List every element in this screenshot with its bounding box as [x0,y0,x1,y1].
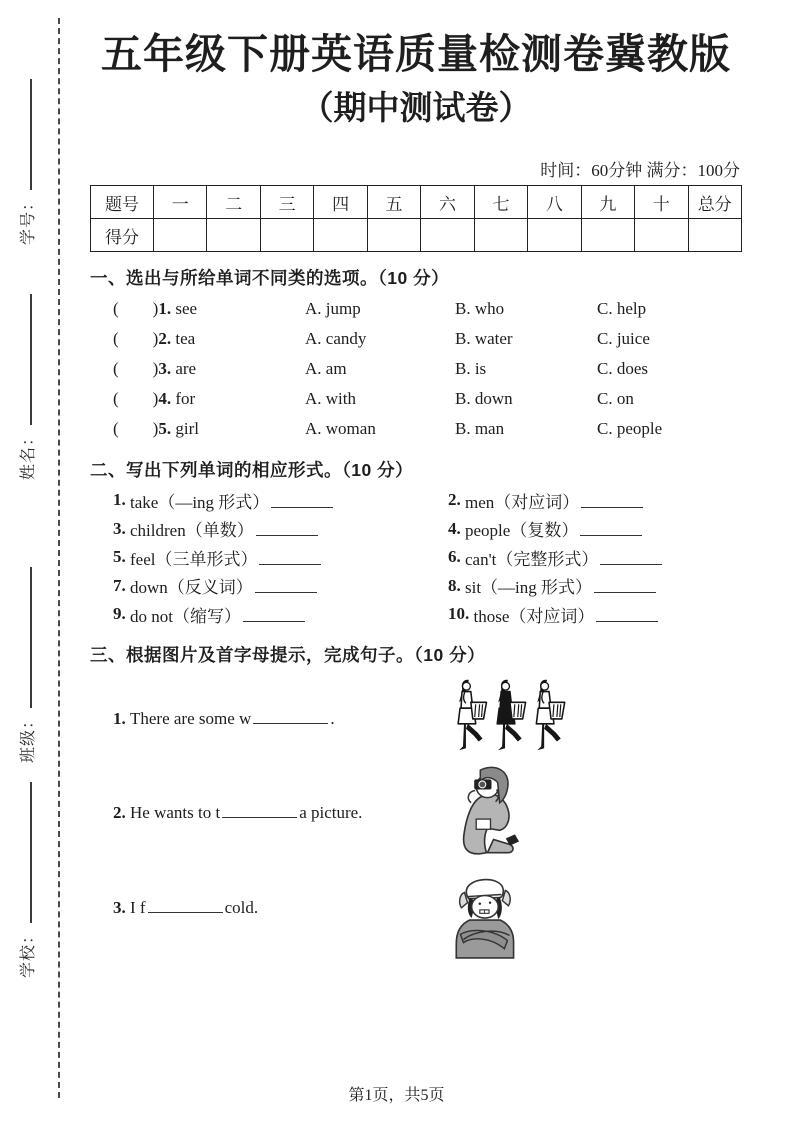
item-number: 3. [113,897,126,917]
question-number: 4. [158,389,172,408]
student-number-label: 学号： [19,193,37,245]
option-c: C. juice [597,329,650,348]
score-table-header-cell: 十 [635,186,688,219]
score-cell [421,219,474,252]
score-table-header-cell: 三 [260,186,313,219]
answer-blank [255,578,317,593]
question-row [90,354,742,384]
score-table-score-row [91,219,742,252]
sentence-before: He wants to t [130,802,221,822]
answer-paren-open: ( [113,419,119,438]
item-number: 4. [448,518,461,538]
sentence-after: a picture. [299,802,363,822]
answer-blank [256,521,318,536]
option-c: C. on [597,389,634,408]
score-cell [635,219,688,252]
kid-taking-picture-illustration [452,763,530,867]
question-number: 1. [158,299,172,318]
sentence-text [113,898,258,918]
item-number: 6. [448,547,461,567]
section-2-title: 二、写出下列单词的相应形式。（10 分） [90,460,414,480]
answer-paren-close: ) [152,299,159,318]
class-label: 班级： [19,711,37,763]
sentence-text [113,709,335,729]
answer-blank [600,550,662,565]
item-text: can't（完整形式） [465,549,599,569]
score-table-header-cell: 六 [421,186,474,219]
item-text: do not（缩写） [130,606,241,626]
item-number: 3. [113,518,126,538]
score-table-header-cell: 一 [154,186,207,219]
sentence-before: I f [130,897,146,917]
school-field [15,778,37,978]
question-stem [113,329,305,349]
question-word: see [175,299,198,318]
score-table-header-cell: 二 [207,186,260,219]
item-text: children（单数） [130,521,254,541]
score-table-header-cell: 五 [367,186,420,219]
answer-paren-open: ( [113,389,119,408]
score-table-header-cell: 九 [581,186,634,219]
answer-blank [596,607,658,622]
word-form-item [113,543,448,572]
option-b: B. man [455,419,505,438]
sentence-item [90,671,742,763]
score-table-header-row [91,186,742,219]
score-cell [207,219,260,252]
question-row [90,324,742,354]
item-number: 1. [113,490,126,510]
item-number: 7. [113,575,126,595]
page-subtitle: （期中测试卷） [300,91,532,127]
option-b: B. down [455,389,513,408]
class-field [15,563,37,763]
option-b: B. water [455,329,513,348]
question-stem [113,389,305,409]
score-table-header-cell: 题号 [91,186,154,219]
item-text: men（对应词） [465,492,580,512]
kid-feeling-cold-illustration [448,872,528,960]
option-c: C. people [597,419,663,438]
score-cell [474,219,527,252]
score-table-header-cell: 七 [474,186,527,219]
page-footer: 第1页，共5页 [348,1087,445,1104]
score-cell [367,219,420,252]
question-row [90,384,742,414]
question-number: 5. [158,419,172,438]
score-table-header-cell: 四 [314,186,367,219]
item-text: down（反义词） [130,578,253,598]
score-cell [581,219,634,252]
sentence-before: There are some w [130,708,252,728]
answer-blank [271,493,333,508]
page-title: 五年级下册英语质量检测卷冀教版 [101,31,731,77]
item-text: people（复数） [465,521,579,541]
item-number: 5. [113,547,126,567]
exam-content [90,0,742,963]
word-form-item [113,486,448,515]
answer-blank [222,803,297,818]
exam-meta: 时间：60分钟 满分：100分 [540,161,740,180]
school-label: 学校： [19,926,37,978]
question-stem [113,419,305,439]
option-a: A. with [305,389,356,408]
question-word: tea [175,329,196,348]
answer-paren-close: ) [152,389,159,408]
seal-dashed-line [58,18,60,1098]
score-table-header-cell: 总分 [688,186,741,219]
item-number: 9. [113,604,126,624]
answer-blank [580,521,642,536]
item-number: 8. [448,575,461,595]
answer-blank [148,898,223,913]
option-a: A. am [305,359,347,378]
option-c: C. help [597,299,647,318]
item-number: 10. [448,604,470,624]
answer-blank [259,550,321,565]
answer-paren-close: ) [152,419,159,438]
student-number-blank-line [30,79,32,190]
three-women-shopping-illustration [448,673,566,761]
score-row-label: 得分 [91,219,154,252]
option-b: B. who [455,299,505,318]
item-number: 2. [448,490,461,510]
student-name-blank-line [30,294,32,425]
answer-paren-close: ) [152,329,159,348]
option-b: B. is [455,359,487,378]
item-number: 1. [113,708,126,728]
question-word: girl [175,419,199,438]
question-word: for [175,389,196,408]
word-form-item [448,515,742,544]
answer-paren-close: ) [152,359,159,378]
item-number: 2. [113,802,126,822]
item-text: feel（三单形式） [130,549,258,569]
student-name-field [15,290,37,480]
option-a: A. jump [305,299,361,318]
score-table-header-cell: 八 [528,186,581,219]
question-number: 3. [158,359,172,378]
section-3-title: 三、根据图片及首字母提示，完成句子。（10 分） [90,644,486,665]
sentence-item [90,763,742,868]
question-row [90,294,742,324]
word-form-item [448,486,742,515]
sentence-after: . [330,708,335,728]
section-1-title: 一、选出与所给单词不同类的选项。（10 分） [90,268,450,288]
option-c: C. does [597,359,648,378]
word-form-item [448,543,742,572]
class-blank-line [30,567,32,708]
option-a: A. candy [305,329,367,348]
score-cell [260,219,313,252]
score-table [90,185,742,252]
word-form-item [113,600,448,629]
score-cell [314,219,367,252]
sentence-after: cold. [224,897,259,917]
question-word: are [175,359,197,378]
school-blank-line [30,782,32,923]
question-number: 2. [158,329,172,348]
sentence-item [90,868,742,963]
word-form-item [113,572,448,601]
word-form-item [448,572,742,601]
answer-blank [581,493,643,508]
student-number-field [15,75,37,245]
answer-blank [594,578,656,593]
question-stem [113,359,305,379]
question-stem [113,299,305,319]
item-text: take（—ing 形式） [130,492,270,512]
score-cell [154,219,207,252]
option-a: A. woman [305,419,376,438]
item-text: those（对应词） [473,606,595,626]
question-row [90,414,742,444]
score-cell [528,219,581,252]
score-cell [688,219,741,252]
answer-paren-open: ( [113,359,119,378]
word-form-grid [90,486,742,629]
answer-paren-open: ( [113,329,119,348]
student-name-label: 姓名： [19,428,37,480]
word-form-item [113,515,448,544]
answer-blank [243,607,305,622]
answer-paren-open: ( [113,299,119,318]
word-form-item [448,600,742,629]
sentence-text [113,803,362,823]
item-text: sit（—ing 形式） [465,578,593,598]
answer-blank [253,709,328,724]
